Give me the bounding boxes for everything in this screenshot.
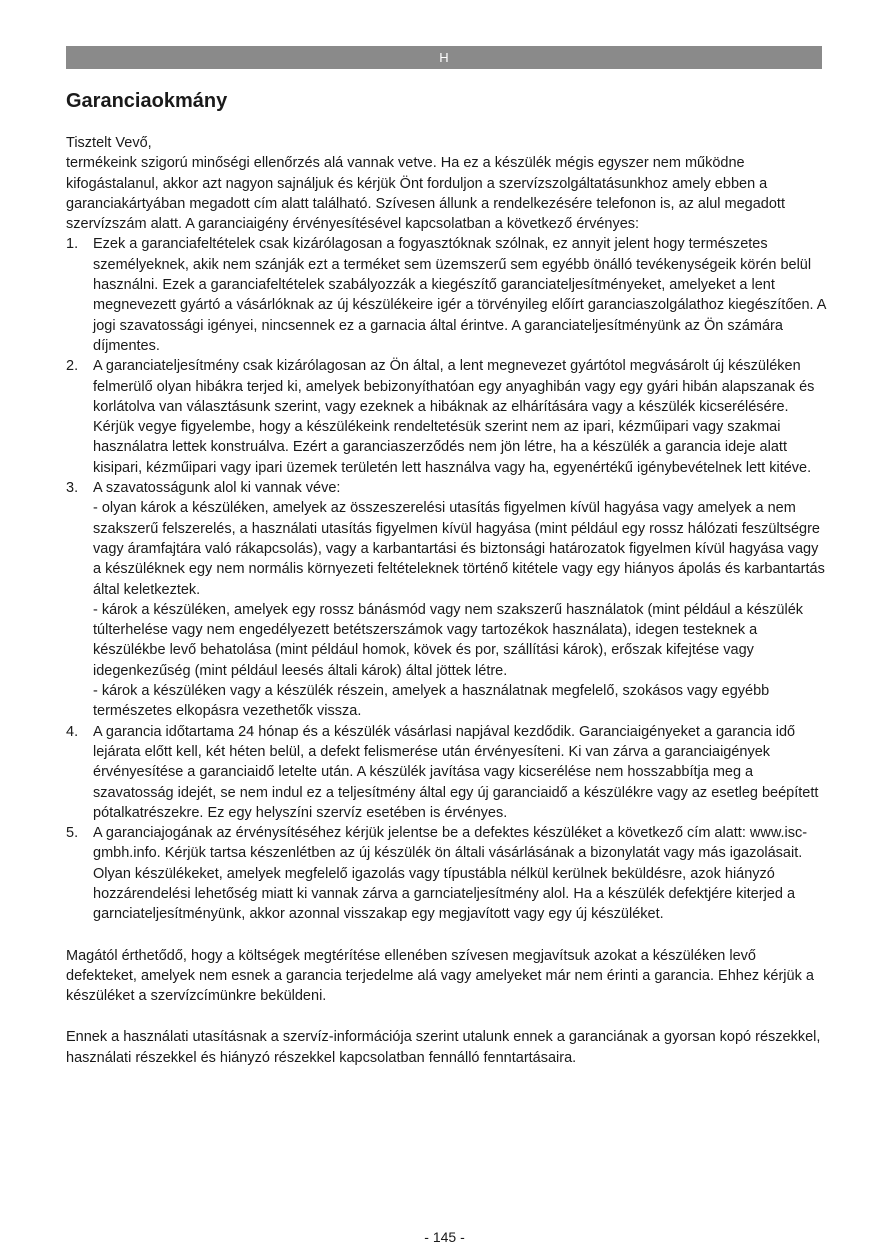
list-item-5: [66, 823, 826, 924]
list-item-4: [66, 722, 826, 823]
language-code: H: [439, 50, 449, 65]
closing-paragraph: Magától érthetődő, hogy a költségek megtérítése ellenében szívesen megjavítsuk azokat a készüléken levő defekteket, amelyek nem esnek a garancia terjedelme alá vagy amelyeket már nem érinti a garancia. Ehhez kérjük a készüléket a szervízcímünkre beküldeni.: [66, 947, 814, 1005]
list-item-number: 5.: [66, 825, 79, 842]
page-number: - 145 -: [424, 1229, 465, 1245]
closing-paragraph: Ennek a használati utasításnak a szervíz-információja szerint utalunk ennek a garanciának a gyorsan kopó részekkel, használati részekkel és hiányzó részekkel kapcsolatban fennálló fenntartásaira.: [66, 1029, 821, 1066]
list-item-2: [66, 356, 826, 478]
list-item-text: - olyan károk a készüléken, amelyek az összeszerelési utasítás figyelmen kívül hagyása vagy amelyek a nem szakszerű felszerelés, a használati utasítás figyelmen kívül hagyása (mint például egy rossz hálózati feszültségre vagy áramfajtára való rákapcsolás), vagy a karbantartási és biztonsági határozatok figyelmen kívül hagyása vagy a készüléknek egy nem normális környezeti feltételeknek történő kitétele vagy egy hiányos ápolás és karbantartás által keletkeztek.: [93, 500, 825, 598]
list-item-text: Ezek a garanciafeltételek csak kizárólagosan a fogyasztóknak szólnak, ez annyit jelent hogy természetes személyeknek, akik nem szánják ezt a terméket sem üzemszerű sem egyébb önálló tevékenységeik körén belül használni. Ezek a garanciafeltételek szabályozzák a kiegészítő garanciateljesítményeket, amelyeket a lent megnevezett gyártó a vásárlóknak az új készülékeire igér a törvényileg előírt garanciaszolgálathoz kiegészítően. A jogi szavatossági igényei, nincsennek ez a garnacia által érintve. A garanciateljesítményünk az Ön számára díjmentes.: [93, 236, 826, 354]
list-item-text: A garanciajogának az érvénysítéséhez kérjük jelentse be a defektes készüléket a következő cím alatt: www.isc-gmbh.info. Kérjük tartsa készenlétben az új készülék ön általi vásárlásának a bizonylatát vagy más igazolásait. Olyan készülékeket, amelyek megfelelő igazolás vagy típustábla nélkül kerülnek beküldésre, azok hiányzó hozzárendelési lehetőség miatt ki vannak zárva a garnciateljesítmény alol. Ha a készülék defektjére kiterjed a garnciateljesítményünk, akkor azonnal visszakap egy megjavított vagy egy új készüléket.: [93, 825, 808, 923]
list-item-number: 4.: [66, 723, 79, 740]
list-item-number: 1.: [66, 236, 79, 253]
list-item-number: 3.: [66, 480, 79, 497]
conditions-list: [66, 234, 826, 924]
list-item-text: - károk a készüléken, amelyek egy rossz bánásmód vagy nem szakszerű használatok (mint például a készülék túlterhelése vagy nem engedélyezett betétszerszámok vagy tartozékok használata), idegen testeknek a készülékbe levő behatolása (mint például homok, kövek és por, szállítási károk), erőszak kifejtése vagy idegenkezűség (mint például leesés általi károk) által jöttek létre.: [93, 601, 804, 679]
list-item-text: A garanciateljesítmény csak kizárólagosan az Ön által, a lent megnevezet gyártótol megvásárolt új készüléken felmerülő olyan hibákra terjed ki, amelyek bebizonyíthatóan egy anyaghibán vagy egy gyári hibán alapszanak és korlátolva van választásunk szerint, vagy ezeknek a hibáknak az elhárítására vagy a készülék kicserélésére.: [93, 358, 815, 415]
list-item-text: - károk a készüléken vagy a készülék részein, amelyek a használatnak megfelelő, szokásos vagy egyébb természetes elkopásra vezethetők vissza.: [93, 683, 770, 720]
page-title: Garanciaokmány: [66, 90, 228, 112]
list-item-text: Kérjük vegye figyelembe, hogy a készülékeink rendeltetésük szerint nem az ipari, kézműipari vagy szakmai használatra lettek konstruálva. Ezért a garanciaszerződés nem jön létre, ha a készülék a garancia ideje alatt kisipari, kézműipari vagy ipari üzemek területén lett használva vagy ha, egyenértékű igénybevételnek lett kitéve.: [93, 419, 812, 476]
list-item-3: [66, 478, 826, 722]
list-item-1: [66, 234, 826, 356]
intro-paragraph: termékeink szigorú minőségi ellenőrzés alá vannak vetve. Ha ez a készülék mégis egyszer nem működne kifogástalanul, akkor azt nagyon sajnáljuk és kérjük Önt forduljon a szervízszolgáltatásunkhoz amely ebben a garanciakártyában megadott cím alatt található. Szívesen állunk a rendelkezésére telefonon is, az alul megadott szervízszám alatt. A garanciaigény érvényesítésével kapcsolatban a következő érvényes:: [66, 155, 785, 233]
language-header-bar: [66, 46, 822, 69]
greeting: Tisztelt Vevő,: [66, 135, 152, 151]
list-item-text: A szavatosságunk alol ki vannak véve:: [93, 480, 341, 497]
list-item-text: A garancia időtartama 24 hónap és a készülék vásárlasi napjával kezdődik. Garanciaigényeket a garancia idő lejárata előtt kell, két héten belül, a defekt felismerése után érvényesíteni. Ki van zárva a garanciaigények érvényesítése a garanciaidő letelte után. A készülék javítása vagy kicserélése nem hosszabbítja meg a szavatosság idejét, se nem indul ez a teljesítmény által egy új garanciaidő a készülékre vagy az esetleg beépített pótalkatrészekre. Ez egy helyszíni szervíz esetében is érvényes.: [93, 723, 819, 821]
document-body: [66, 133, 826, 1068]
list-item-number: 2.: [66, 358, 79, 375]
